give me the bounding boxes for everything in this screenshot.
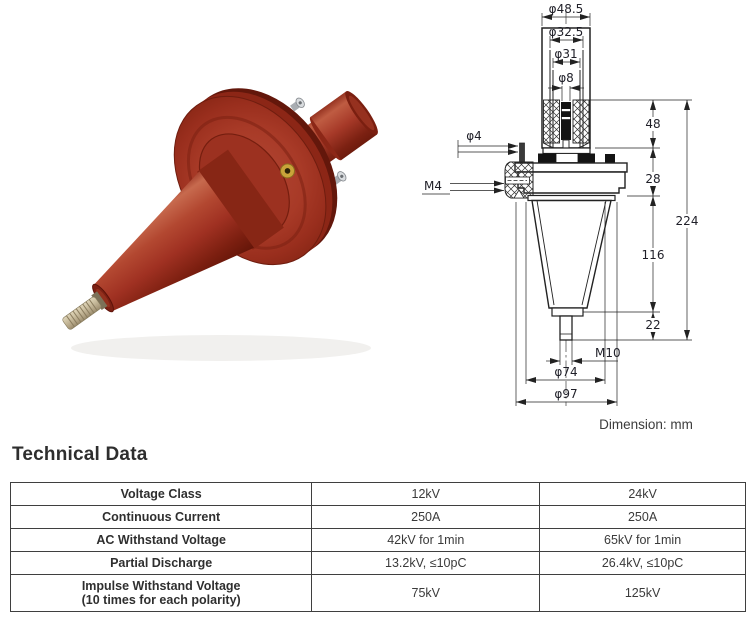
- value-12kv: 12kV: [312, 483, 540, 506]
- spec-table: [10, 482, 746, 612]
- value-12kv: 13.2kV, ≤10pC: [312, 552, 540, 575]
- dim-label-d74: φ74: [554, 365, 578, 379]
- row-label: Partial Discharge: [11, 552, 312, 575]
- row-label-line2: (10 times for each polarity): [81, 593, 241, 607]
- row-label-line1: Impulse Withstand Voltage: [81, 579, 241, 593]
- drawing-svg: [420, 0, 756, 412]
- value-24kv: 65kV for 1min: [540, 529, 746, 552]
- value-12kv: 250A: [312, 506, 540, 529]
- row-label: [11, 575, 312, 612]
- section-title: Technical Data: [12, 444, 148, 465]
- value-12kv: 75kV: [312, 575, 540, 612]
- technical-drawing: [420, 0, 756, 412]
- value-24kv: 24kV: [540, 483, 746, 506]
- value-24kv: 250A: [540, 506, 746, 529]
- row-label: AC Withstand Voltage: [11, 529, 312, 552]
- dim-label-48: 48: [645, 117, 661, 131]
- value-24kv: 26.4kV, ≤10pC: [540, 552, 746, 575]
- dimension-unit-note: Dimension: mm: [599, 417, 693, 432]
- threaded-stud: [60, 291, 107, 332]
- value-12kv: 42kV for 1min: [312, 529, 540, 552]
- photo-shadow: [71, 335, 371, 361]
- dim-label-d4: φ4: [466, 129, 482, 143]
- dim-label-d325: φ32.5: [548, 25, 584, 39]
- table-row-voltage-class: [11, 483, 746, 506]
- table-row-impulse-withstand: [11, 575, 746, 612]
- table-row-ac-withstand: [11, 529, 746, 552]
- dim-label-m4: M4: [424, 179, 442, 193]
- dim-label-d31: φ31: [554, 47, 578, 61]
- table-row-partial-discharge: [11, 552, 746, 575]
- row-label: Continuous Current: [11, 506, 312, 529]
- dim-label-d485: φ48.5: [548, 2, 584, 16]
- value-24kv: 125kV: [540, 575, 746, 612]
- dim-label-28: 28: [645, 172, 661, 186]
- dim-label-116: 116: [641, 248, 665, 262]
- dim-label-d8: φ8: [558, 71, 574, 85]
- product-photo: [36, 36, 400, 370]
- dim-label-m10: M10: [595, 346, 621, 360]
- dim-label-224: 224: [675, 214, 699, 228]
- dim-label-22: 22: [645, 318, 661, 332]
- dim-label-d97: φ97: [554, 387, 578, 401]
- table-row-continuous-current: [11, 506, 746, 529]
- bushing-photo-illustration: [36, 36, 400, 370]
- row-label: Voltage Class: [11, 483, 312, 506]
